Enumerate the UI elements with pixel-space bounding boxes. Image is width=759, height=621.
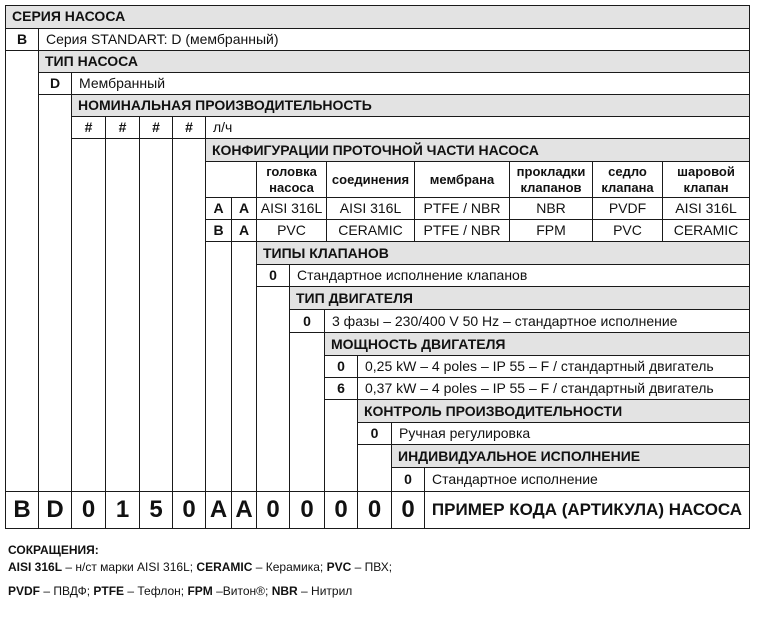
column-6-strip bbox=[172, 138, 206, 492]
column-1-strip bbox=[5, 50, 39, 492]
example-char-5: 5 bbox=[139, 491, 173, 529]
motor-power-row1-text: 0,25 kW – 4 poles – IP 55 – F / стандартный двигатель bbox=[357, 355, 750, 378]
example-char-13: 0 bbox=[391, 491, 425, 529]
valves-code: 0 bbox=[256, 264, 290, 287]
wet-end-row2-ball-valve: CERAMIC bbox=[662, 219, 750, 242]
wet-end-row1-ball-valve: AISI 316L bbox=[662, 197, 750, 220]
valves-header: ТИПЫ КЛАПАНОВ bbox=[256, 241, 750, 265]
column-4-strip bbox=[105, 138, 140, 492]
column-10-strip bbox=[289, 332, 325, 492]
wet-end-row1-code2: A bbox=[231, 197, 257, 220]
abbr-def-pvc: – ПВХ; bbox=[351, 560, 393, 574]
example-char-1: B bbox=[5, 491, 39, 529]
wet-end-row2-code1: B bbox=[205, 219, 232, 242]
motor-power-row1-code: 0 bbox=[324, 355, 358, 378]
abbr-term-ptfe: PTFE bbox=[93, 584, 125, 598]
example-char-8: A bbox=[231, 491, 257, 529]
capacity-header: НОМИНАЛЬНАЯ ПРОИЗВОДИТЕЛЬНОСТЬ bbox=[71, 94, 750, 117]
example-label: ПРИМЕР КОДА (АРТИКУЛА) НАСОСА bbox=[424, 491, 750, 529]
abbr-def-aisi: – н/ст марки AISI 316L; bbox=[62, 560, 197, 574]
col-header-ball-valve: шаровой клапан bbox=[662, 161, 750, 198]
col-header-valve-gaskets: прокладки клапанов bbox=[509, 161, 593, 198]
abbr-def-ceramic: – Керамика; bbox=[252, 560, 327, 574]
column-7-strip bbox=[205, 241, 232, 492]
example-char-12: 0 bbox=[357, 491, 392, 529]
abbr-term-ceramic: CERAMIC bbox=[196, 560, 253, 574]
wet-end-row1-membrane: PTFE / NBR bbox=[414, 197, 510, 220]
control-text: Ручная регулировка bbox=[391, 422, 750, 445]
wet-end-row1-valve-gaskets: NBR bbox=[509, 197, 593, 220]
column-11-strip bbox=[324, 399, 358, 492]
example-char-3: 0 bbox=[71, 491, 106, 529]
column-3-strip bbox=[71, 138, 106, 492]
control-code: 0 bbox=[357, 422, 392, 445]
pump-type-code: D bbox=[38, 72, 72, 95]
motor-power-row2-text: 0,37 kW – 4 poles – IP 55 – F / стандартный двигатель bbox=[357, 377, 750, 400]
wet-end-row2-pump-head: PVC bbox=[256, 219, 327, 242]
capacity-digit-4: # bbox=[172, 116, 206, 139]
column-8-strip bbox=[231, 241, 257, 492]
example-char-9: 0 bbox=[256, 491, 290, 529]
example-char-7: A bbox=[205, 491, 232, 529]
col-header-membrane: мембрана bbox=[414, 161, 510, 198]
example-char-11: 0 bbox=[324, 491, 358, 529]
wet-end-row1-connections: AISI 316L bbox=[326, 197, 415, 220]
capacity-digit-3: # bbox=[139, 116, 173, 139]
motor-type-header: ТИП ДВИГАТЕЛЯ bbox=[289, 286, 750, 310]
abbreviations-line-2 bbox=[8, 583, 352, 599]
wet-end-row1-pump-head: AISI 316L bbox=[256, 197, 327, 220]
abbr-term-aisi: AISI 316L bbox=[8, 560, 63, 574]
motor-power-header: МОЩНОСТЬ ДВИГАТЕЛЯ bbox=[324, 332, 750, 356]
column-5-strip bbox=[139, 138, 173, 492]
wet-end-row2-membrane: PTFE / NBR bbox=[414, 219, 510, 242]
motor-type-text: 3 фазы – 230/400 V 50 Hz – стандартное исполнение bbox=[324, 309, 750, 333]
wet-end-row1-valve-seat: PVDF bbox=[592, 197, 663, 220]
custom-code: 0 bbox=[391, 467, 425, 492]
example-char-10: 0 bbox=[289, 491, 325, 529]
abbr-term-fpm: FPM bbox=[187, 584, 213, 598]
wet-end-row2-valve-seat: PVC bbox=[592, 219, 663, 242]
abbr-term-pvdf: PVDF bbox=[8, 584, 41, 598]
custom-text: Стандартное исполнение bbox=[424, 467, 750, 492]
abbr-term-pvc: PVC bbox=[326, 560, 352, 574]
wet-end-code-blank bbox=[205, 161, 257, 198]
abbr-def-ptfe: – Тефлон; bbox=[124, 584, 188, 598]
example-char-4: 1 bbox=[105, 491, 140, 529]
column-12-strip bbox=[357, 444, 392, 492]
column-9-strip bbox=[256, 286, 290, 492]
abbr-def-pvdf: – ПВДФ; bbox=[40, 584, 94, 598]
abbr-def-nbr: – Нитрил bbox=[297, 584, 353, 598]
series-header: СЕРИЯ НАСОСА bbox=[5, 5, 750, 29]
pump-type-header: ТИП НАСОСА bbox=[38, 50, 750, 73]
control-header: КОНТРОЛЬ ПРОИЗВОДИТЕЛЬНОСТИ bbox=[357, 399, 750, 423]
wet-end-row2-valve-gaskets: FPM bbox=[509, 219, 593, 242]
example-char-6: 0 bbox=[172, 491, 206, 529]
col-header-connections: соединения bbox=[326, 161, 415, 198]
wet-end-row1-code1: A bbox=[205, 197, 232, 220]
example-char-2: D bbox=[38, 491, 72, 529]
wet-end-row2-connections: CERAMIC bbox=[326, 219, 415, 242]
abbr-def-fpm: –Витон®; bbox=[212, 584, 272, 598]
capacity-unit: л/ч bbox=[205, 116, 750, 139]
capacity-digit-1: # bbox=[71, 116, 106, 139]
series-text: Серия STANDART: D (мембранный) bbox=[38, 28, 750, 51]
wet-end-row2-code2: A bbox=[231, 219, 257, 242]
custom-header: ИНДИВИДУАЛЬНОЕ ИСПОЛНЕНИЕ bbox=[391, 444, 750, 468]
capacity-digit-2: # bbox=[105, 116, 140, 139]
pump-type-text: Мембранный bbox=[71, 72, 750, 95]
motor-power-row2-code: 6 bbox=[324, 377, 358, 400]
col-header-pump-head: головка насоса bbox=[256, 161, 327, 198]
abbreviations-title: СОКРАЩЕНИЯ: bbox=[8, 543, 99, 557]
valves-text: Стандартное исполнение клапанов bbox=[289, 264, 750, 287]
abbreviations-line-1 bbox=[8, 559, 392, 575]
col-header-valve-seat: седло клапана bbox=[592, 161, 663, 198]
abbr-term-nbr: NBR bbox=[271, 584, 298, 598]
column-2-strip bbox=[38, 94, 72, 492]
series-code: B bbox=[5, 28, 39, 51]
motor-type-code: 0 bbox=[289, 309, 325, 333]
wet-end-header: КОНФИГУРАЦИИ ПРОТОЧНОЙ ЧАСТИ НАСОСА bbox=[205, 138, 750, 162]
